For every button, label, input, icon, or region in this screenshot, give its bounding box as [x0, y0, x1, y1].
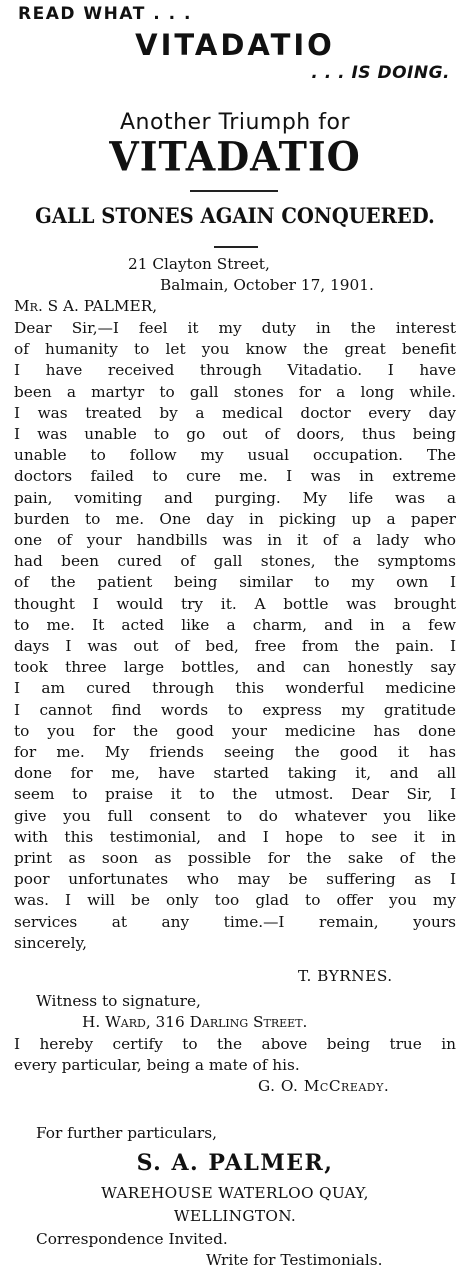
divider-rule-bottom	[214, 246, 258, 248]
letter-address-street: 21 Clayton Street,	[128, 255, 270, 273]
palmer-name: S. A. PALMER,	[136, 1150, 334, 1176]
letter-body-line: Dear Sir,—I feel it my duty in the interest	[14, 319, 456, 337]
letter-body-line: of the patient being similar to my own I	[14, 573, 456, 592]
certification-signature: G. O. McCready.	[258, 1077, 390, 1095]
letter-body-line: print as soon as possible for the sake of the	[14, 849, 456, 868]
letter-body-line: been a martyr to gall stones for a long while.	[14, 382, 456, 401]
letter-body-line: services at any time.—I remain, yours	[14, 912, 456, 931]
letter-body-line: seem to praise it to the utmost. Dear Sir, I	[14, 785, 456, 804]
letter-body-line: I have received through Vitadatio. I have	[14, 361, 456, 380]
letter-body-line: for me. My friends seeing the good it has	[14, 743, 456, 762]
letter-body-line: pain, vomiting and purging. My life was a	[14, 488, 456, 507]
witness-name: H. Ward, 316 Darling Street.	[82, 1013, 308, 1031]
letter-body-line: doctors failed to cure me. I was in extreme	[14, 467, 456, 486]
letter-signature: T. BYRNES.	[298, 967, 393, 985]
certification-line: I hereby certify to the above being true in	[14, 1035, 456, 1053]
letter-body-line: I cannot find words to express my gratitude	[14, 700, 456, 719]
letter-body-line: with this testimonial, and I hope to see it in	[14, 827, 456, 846]
letter-body-line: I was unable to go out of doors, thus being	[14, 425, 456, 444]
letter-body-line: burden to me. One day in picking up a paper	[14, 509, 456, 528]
witness-label: Witness to signature,	[36, 992, 201, 1010]
letter-body-line: give you full consent to do whatever you like	[14, 806, 456, 825]
letter-body-line: sincerely,	[14, 933, 87, 952]
letter-body-line: thought I would try it. A bottle was brought	[14, 594, 456, 613]
letter-body-line: was. I will be only too glad to offer you my	[14, 891, 456, 910]
vitadatio-heading-top: VITADATIO	[135, 28, 335, 62]
letter-body-line: had been cured of gall stones, the symptoms	[14, 552, 456, 571]
is-doing-heading: . . . IS DOING.	[311, 63, 450, 83]
letter-body-line: days I was out of bed, free from the pain. I	[14, 637, 456, 656]
letter-body-line: poor unfortunates who may be suffering as I	[14, 870, 456, 889]
read-what-heading: READ WHAT . . .	[18, 4, 192, 24]
letter-body-line: done for me, have started taking it, and all	[14, 764, 456, 783]
certification-text	[14, 1034, 456, 1076]
letter-body-line: I am cured through this wonderful medicine	[14, 679, 456, 698]
correspondence-invited: Correspondence Invited.	[36, 1230, 228, 1248]
letter-body-line: to me. It acted like a charm, and in a few	[14, 615, 456, 634]
wellington-city: WELLINGTON.	[173, 1207, 297, 1225]
letter-body	[14, 318, 456, 954]
letter-salutation: Mr. S A. PALMER,	[14, 297, 158, 315]
letter-body-line: I was treated by a medical doctor every day	[14, 403, 456, 422]
letter-body-line: unable to follow my usual occupation. The	[14, 446, 456, 465]
letter-address-date: Balmain, October 17, 1901.	[160, 276, 374, 294]
gall-stones-headline: GALL STONES AGAIN CONQUERED.	[35, 203, 435, 228]
further-particulars: For further particulars,	[36, 1124, 217, 1142]
another-triumph-heading: Another Triumph for	[120, 110, 350, 135]
warehouse-address: WAREHOUSE WATERLOO QUAY,	[101, 1184, 369, 1202]
write-for-testimonials: Write for Testimonials.	[206, 1251, 383, 1269]
vitadatio-heading-main: VITADATIO	[109, 132, 361, 181]
divider-rule-top	[190, 190, 278, 192]
letter-body-line: of humanity to let you know the great benefit	[14, 340, 456, 359]
letter-body-line: one of your handbills was in it of a lady who	[14, 531, 456, 550]
certification-line: every particular, being a mate of his.	[14, 1056, 300, 1075]
letter-body-line: took three large bottles, and can honestly say	[14, 658, 456, 677]
letter-body-line: to you for the good your medicine has done	[14, 721, 456, 740]
